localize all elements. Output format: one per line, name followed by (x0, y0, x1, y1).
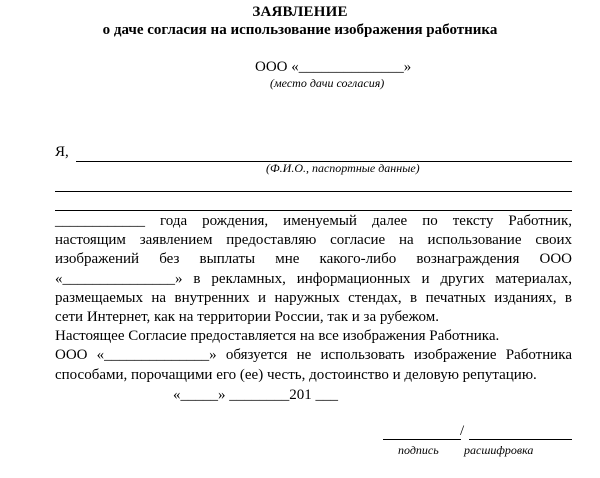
place-of-consent-hint: (место дачи согласия) (270, 76, 385, 90)
fio-hint: (Ф.И.О., паспортные данные) (266, 161, 420, 175)
decryption-hint: расшифровка (464, 443, 534, 457)
all-images-paragraph: Настоящее Согласие предоставляется на все изображения Работника. (55, 328, 500, 345)
consent-paragraph (55, 212, 572, 385)
place-of-consent-field: ООО «______________» (255, 59, 412, 75)
i-label: Я, (55, 144, 69, 160)
consent-line: «_______________» в рекламных, информационных и других материалах, (55, 270, 572, 287)
consent-line: настоящим заявлением предоставляю согласие на использование своих (55, 232, 572, 249)
obligation-line: способами, порочащими его (ее) честь, достоинство и деловую репутацию. (55, 366, 537, 383)
consent-line: размещаемых на внутренних и наружных стендах, в печатных изданиях, в (55, 289, 572, 306)
fio-line-2 (55, 191, 572, 192)
document-title: ЗАЯВЛЕНИЕ (252, 4, 348, 20)
obligation-line: ООО «______________» обязуется не использовать изображение Работника (55, 347, 572, 364)
consent-line: изображений без выплаты мне какого-либо вознаграждения ООО (55, 251, 572, 268)
document-subtitle: о даче согласия на использование изображения работника (102, 22, 498, 38)
date-field: «_____» ________201 ___ (173, 387, 338, 403)
signature-separator: / (460, 423, 465, 439)
signature-hint: подпись (398, 443, 439, 457)
consent-line: сети Интернет, как на территории России, так и за рубежом. (55, 308, 440, 325)
fio-line-3 (55, 210, 572, 211)
decryption-line (469, 439, 572, 440)
consent-line: ____________ года рождения, именуемый далее по тексту Работник, (55, 213, 572, 229)
signature-line (383, 439, 461, 440)
